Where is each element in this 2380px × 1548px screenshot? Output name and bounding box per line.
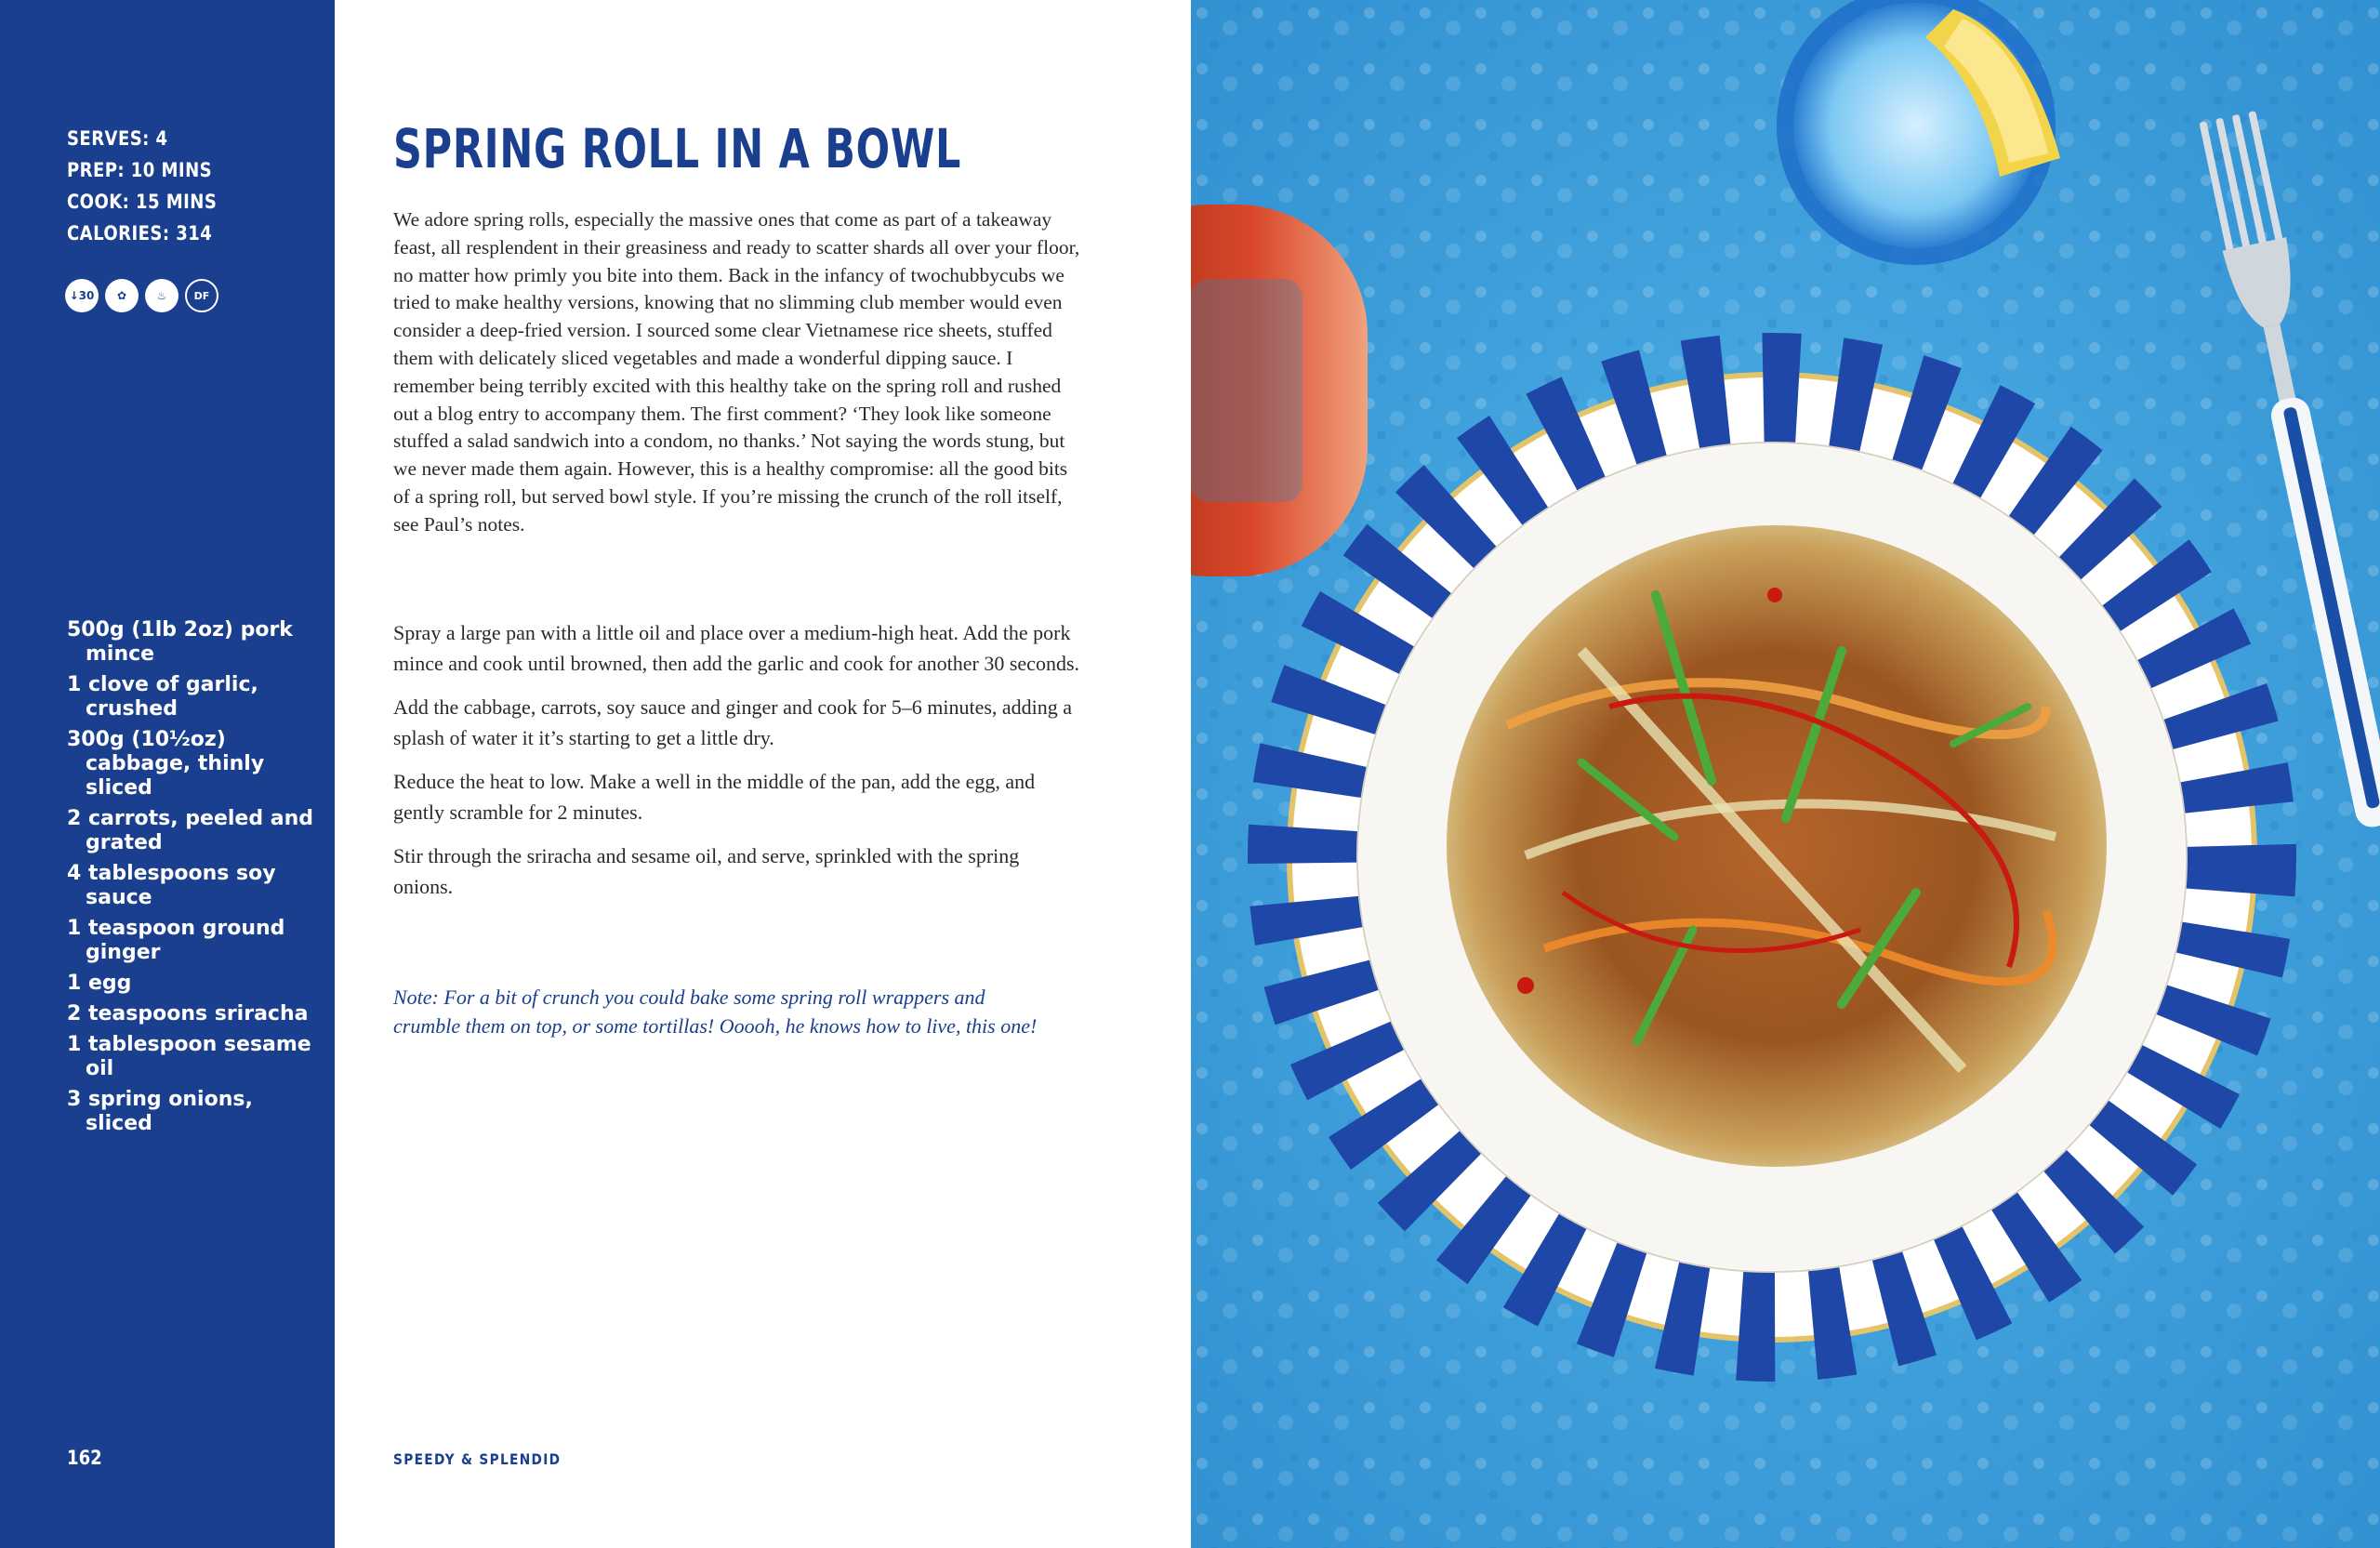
ingredient-item: 1 egg: [67, 972, 132, 995]
freezable-icon: ♨: [145, 279, 178, 312]
ingredient-item: 4 tablespoons soy sauce: [67, 862, 276, 909]
dairy-free-icon: DF: [185, 279, 218, 312]
family-friendly-icon: ✿: [105, 279, 139, 312]
ingredient-item: 500g (1lb 2oz) pork mince: [67, 618, 293, 666]
ingredient-item: 1 clove of garlic, crushed: [67, 673, 258, 721]
method-steps: [393, 617, 1081, 915]
cook-note: Note: For a bit of crunch you could bake some spring roll wrappers and crumble them on top, or some tortillas! Ooooh, he knows how to live, this one!: [393, 986, 1038, 1038]
ingredient-item: 1 teaspoon ground ginger: [67, 917, 285, 964]
diet-badges: [65, 279, 218, 312]
cook-time-label: COOK: 15 MINS: [67, 191, 218, 213]
method-step: Stir through the sriracha and sesame oil, and serve, sprinkled with the spring onions.: [393, 844, 1020, 898]
ingredient-item: 3 spring onions, sliced: [67, 1088, 253, 1135]
food-photo: [1191, 0, 2380, 1548]
sriracha-bottle: [1191, 205, 1368, 576]
prep-time-label: PREP: 10 MINS: [67, 159, 213, 181]
recipe-title: SPRING ROLL IN A BOWL: [393, 117, 962, 180]
recipe-meta: [67, 123, 217, 249]
calories-label: CALORIES: 314: [67, 222, 213, 245]
spring-roll-bowl-food: [1447, 525, 2107, 1167]
method-step: Spray a large pan with a little oil and place over a medium-high heat. Add the pork mince and cook until browned, then add the garlic and cook for another 30 seconds.: [393, 621, 1079, 675]
recipe-sidebar: [0, 0, 335, 1548]
section-label: SPEEDY & SPLENDID: [393, 1450, 562, 1468]
under-30-minutes-icon: ↓30: [65, 279, 99, 312]
ingredient-item: 2 teaspoons sriracha: [67, 1002, 309, 1025]
ingredient-item: 2 carrots, peeled and grated: [67, 807, 314, 854]
method-step: Add the cabbage, carrots, soy sauce and ginger and cook for 5–6 minutes, adding a splash of water it it’s starting to get a little dry.: [393, 695, 1073, 749]
ingredient-item: 300g (10½oz) cabbage, thinly sliced: [67, 728, 265, 800]
serves-label: SERVES: 4: [67, 127, 168, 150]
ingredients-list: [67, 618, 318, 1143]
page-number: 162: [67, 1447, 102, 1469]
recipe-intro: We adore spring rolls, especially the massive ones that come as part of a takeaway feast, all resplendent in their greasiness and ready to scatter shards all over your floor, no matter how primly you bite into them. Back in the infancy of twochubbycubs we tried to make healthy versions, knowing that no slimming club member would even consider a deep-fried version. I sourced some clear Vietnamese rice sheets, stuffed them with delicately sliced vegetables and made a wonderful dipping sauce. I remember being terribly excited with this healthy take on the spring roll and rushed out a blog entry to accompany them. The first comment? ‘They look like someone stuffed a salad sandwich into a condom, no thanks.’ Not saying the words stung, but we never made them again. However, this is a healthy compromise: all the good bits of a spring roll, but served bowl style. If you’re missing the crunch of the roll itself, see Paul’s notes.: [393, 208, 1080, 536]
ingredient-item: 1 tablespoon sesame oil: [67, 1033, 311, 1080]
method-step: Reduce the heat to low. Make a well in the middle of the pan, add the egg, and gently scramble for 2 minutes.: [393, 770, 1036, 824]
